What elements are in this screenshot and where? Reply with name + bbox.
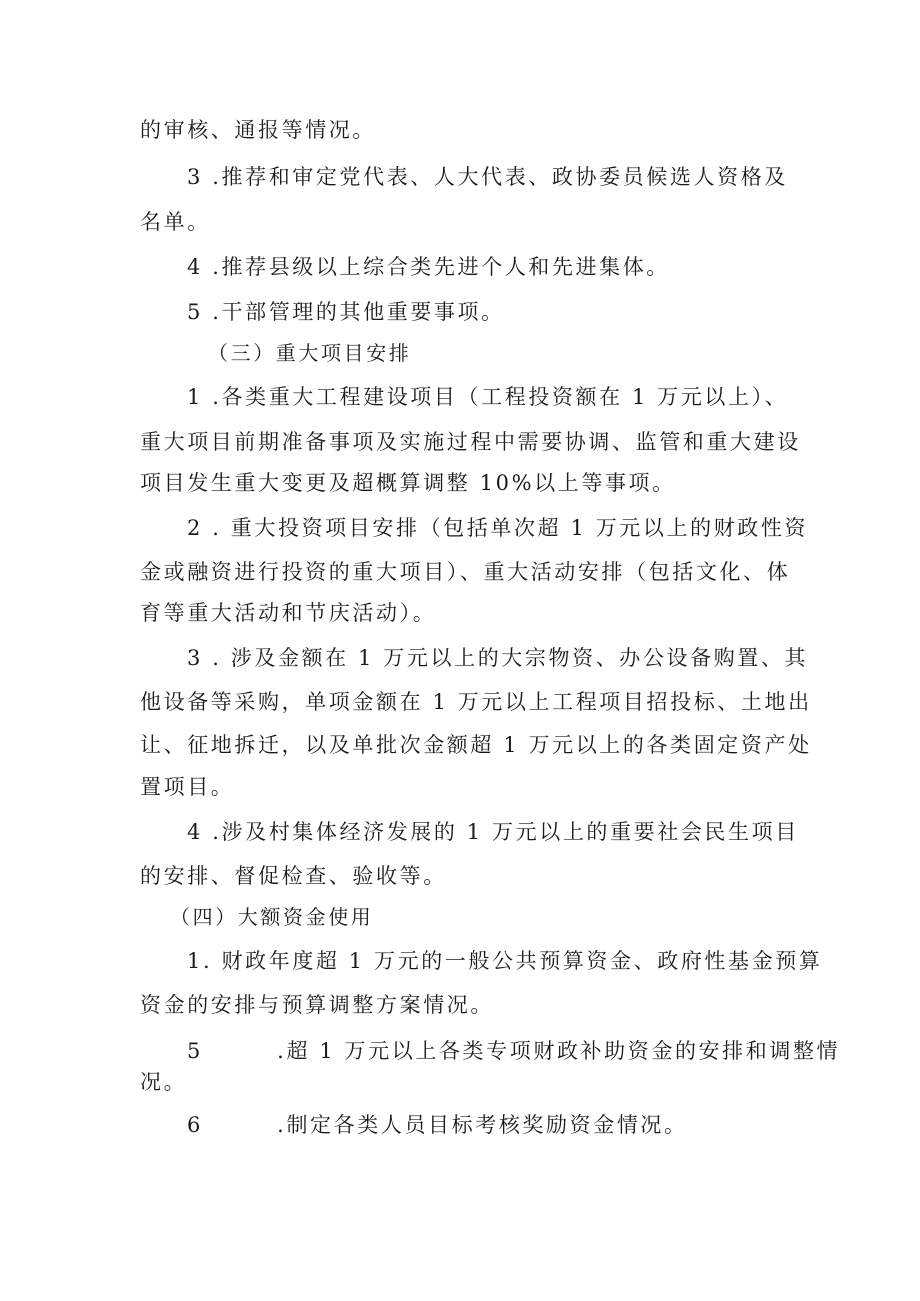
text-line: 让、征地拆迁，以及单批次金额超 1 万元以上的各类固定资产处	[140, 733, 812, 757]
text-line: 的审核、通报等情况。	[140, 118, 376, 142]
text-line: 重大项目前期准备事项及实施过程中需要协调、监管和重大建设	[140, 430, 801, 454]
list-item: 3 .推荐和审定党代表、人大代表、政协委员候选人资格及	[187, 165, 788, 189]
list-item: 1 .各类重大工程建设项目（工程投资额在 1 万元以上）、	[187, 385, 789, 409]
text-line: 金或融资进行投资的重大项目）、重大活动安排（包括文化、体	[140, 560, 791, 584]
text-line: 项目发生重大变更及超概算调整 10%以上等事项。	[140, 471, 676, 495]
text-line: 名单。	[140, 210, 211, 234]
text-line: 的安排、督促检查、验收等。	[140, 864, 447, 888]
section-heading: （三）重大项目安排	[208, 341, 412, 365]
list-item: 3 . 涉及金额在 1 万元以上的大宗物资、办公设备购置、其	[187, 646, 809, 670]
text-line: 置项目。	[140, 775, 235, 799]
text-line: 资金的安排与预算调整方案情况。	[140, 993, 494, 1017]
list-item: 4 .推荐县级以上综合类先进个人和先进集体。	[187, 255, 670, 279]
section-heading: （四）大额资金使用	[170, 905, 374, 929]
list-item: 5 .超 1 万元以上各类专项财政补助资金的安排和调整情	[187, 1039, 841, 1063]
list-item: 5 .干部管理的其他重要事项。	[187, 300, 505, 324]
text-line: 况。	[140, 1070, 188, 1094]
text-line: 他设备等采购，单项金额在 1 万元以上工程项目招投标、土地出	[140, 690, 812, 714]
list-item: 4 .涉及村集体经济发展的 1 万元以上的重要社会民生项目	[187, 820, 799, 844]
list-item: 1. 财政年度超 1 万元的一般公共预算资金、政府性基金预算	[187, 949, 823, 973]
list-item: 6 .制定各类人员目标考核奖励资金情况。	[187, 1113, 688, 1137]
text-line: 育等重大活动和节庆活动）。	[140, 601, 437, 625]
list-item: 2 . 重大投资项目安排（包括单次超 1 万元以上的财政性资	[187, 516, 809, 540]
